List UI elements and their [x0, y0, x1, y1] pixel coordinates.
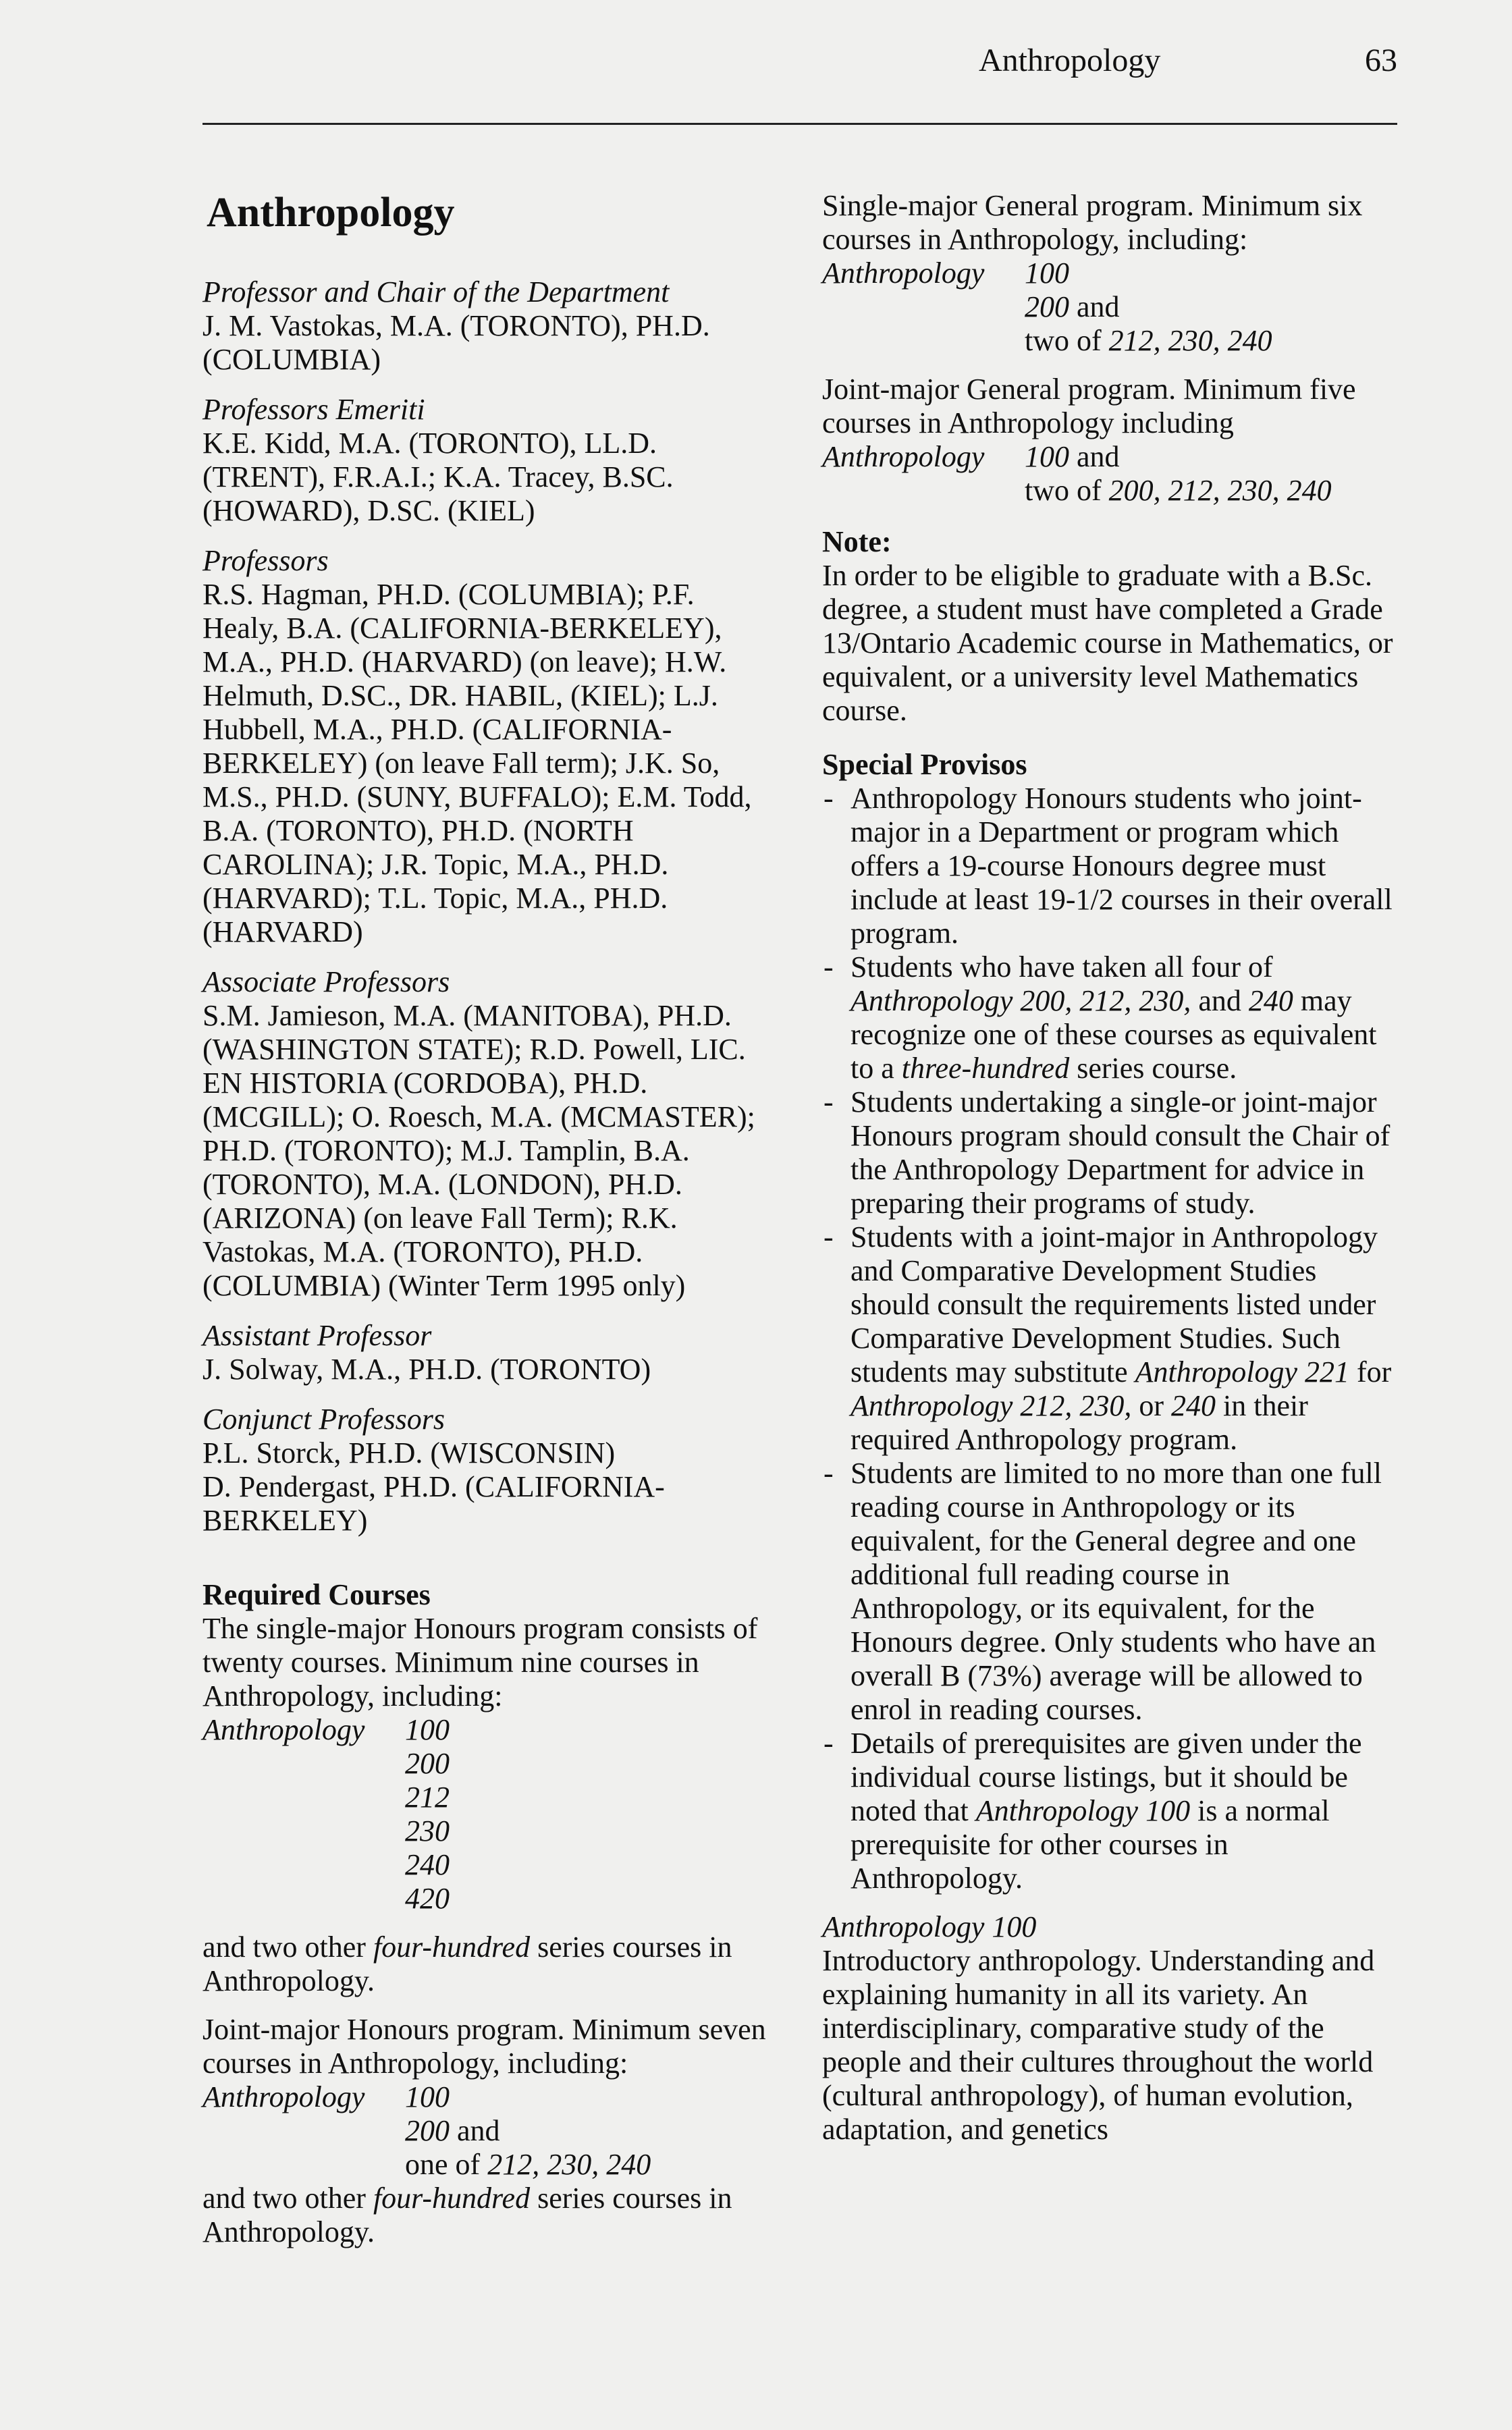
course-list-lead: Anthropology	[822, 256, 985, 290]
running-header-section: Anthropology	[979, 43, 1161, 78]
text-fragment: three-hundred	[901, 1052, 1070, 1085]
faculty-role: Professors Emeriti	[202, 393, 425, 426]
faculty-names: P.L. Storck, PH.D. (WISCONSIN)	[202, 1436, 616, 1469]
text-fragment: Anthropology 100	[975, 1794, 1191, 1827]
running-header	[979, 42, 1397, 89]
faculty-emeriti	[202, 393, 776, 528]
text-fragment: four-hundred	[373, 2182, 531, 2215]
honours-joint-intro: Joint-major Honours program. Minimum seven courses in Anthropology, including:	[202, 2013, 766, 2080]
faculty-names: K.E. Kidd, M.A. (TORONTO), LL.D. (TRENT), F.R.A.I.; K.A. Tracey, B.SC. (HOWARD), D.SC. (KIEL)	[202, 427, 674, 527]
faculty-role: Assistant Professor	[202, 1319, 432, 1352]
course-title: Anthropology 100	[822, 1910, 1037, 1943]
general-joint-course-list	[822, 440, 1396, 508]
text-fragment: Details of prerequisites are given under the individual course listings, but it should be noted that	[850, 1727, 1362, 1827]
faculty-names: J. Solway, M.A., PH.D. (TORONTO)	[202, 1353, 651, 1386]
faculty-conjunct	[202, 1403, 776, 1538]
text-fragment: Students with a joint-major in Anthropology and Comparative Development Studies should consult the requirements listed under Comparative Development Studies. Such students may substitute	[850, 1220, 1378, 1388]
course-number: 420	[405, 1882, 450, 1915]
course-list-lead: Anthropology	[822, 440, 985, 473]
faculty-associate	[202, 965, 776, 1303]
course-number: 240	[405, 1848, 450, 1881]
course-list-line	[822, 290, 1396, 324]
text-fragment: Students who have taken all four of	[850, 950, 1273, 983]
faculty-chair	[202, 275, 776, 377]
text-fragment: Anthropology 212, 230,	[850, 1389, 1132, 1422]
text-fragment: series courses in Anthropology.	[202, 1931, 732, 1997]
text-fragment: for	[1349, 1355, 1392, 1388]
text-fragment: is a normal prerequisite for other courses in Anthropology.	[850, 1794, 1330, 1895]
text-fragment: Anthropology 200, 212, 230,	[850, 984, 1191, 1017]
course-number: 212, 230, 240	[487, 2148, 651, 2181]
course-list-lead: Anthropology	[202, 1713, 365, 1746]
text-fragment: two of	[1025, 474, 1109, 507]
text-fragment: and	[1191, 984, 1249, 1017]
text-fragment: in their required Anthropology program.	[850, 1389, 1308, 1456]
honours-single-intro: The single-major Honours program consists of twenty courses. Minimum nine courses in Anthropology, including:	[202, 1612, 758, 1712]
left-column	[202, 189, 776, 2264]
faculty-names: J. M. Vastokas, M.A. (TORONTO), PH.D. (COLUMBIA)	[202, 309, 710, 376]
course-list-line	[202, 2114, 776, 2148]
text-fragment: and two other	[202, 1931, 373, 1964]
course-list-line	[822, 324, 1396, 358]
header-rule	[202, 123, 1397, 125]
course-description: Introductory anthropology. Understanding and explaining humanity in all its variety. An interdisciplinary, comparative study of the people and their cultures throughout the world (cultural anthropology), of human evolution, adaptation, and genetics	[822, 1944, 1375, 2146]
text-fragment: four-hundred	[373, 1931, 531, 1964]
course-list-lead: Anthropology	[202, 2080, 365, 2113]
note-heading: Note:	[822, 525, 892, 558]
right-column	[822, 189, 1396, 2161]
course-number: 212	[405, 1781, 450, 1814]
text-fragment: or	[1131, 1389, 1172, 1422]
list-item	[822, 950, 1396, 1085]
text-fragment: and two other	[202, 2182, 373, 2215]
faculty-role: Professors	[202, 544, 329, 577]
faculty-names: R.S. Hagman, PH.D. (COLUMBIA); P.F. Healy, B.A. (CALIFORNIA-BERKELEY), M.A., PH.D. (HARVARD) (on leave); H.W. Helmuth, D.SC., DR. HABIL, (KIEL); L.J. Hubbell, M.A., PH.D. (CALIFORNIA-BERKELEY) (on leave Fall term); J.K. So, M.S., PH.D. (SUNY, BUFFALO); E.M. Todd, B.A. (TORONTO), PH.D. (NORTH CAROLINA); J.R. Topic, M.A., PH.D. (HARVARD); T.L. Topic, M.A., PH.D. (HARVARD)	[202, 578, 752, 948]
course-number: 100	[1025, 256, 1069, 290]
course-list-line	[822, 474, 1396, 508]
course-list-line	[202, 2148, 776, 2182]
general-single-intro: Single-major General program. Minimum six courses in Anthropology, including:	[822, 189, 1363, 256]
list-item: - Students undertaking a single-or joint-major Honours program should consult the Chair of the Anthropology Department for advice in preparing their programs of study.	[822, 1085, 1396, 1220]
course-number: 200	[405, 2114, 450, 2147]
faculty-names: S.M. Jamieson, M.A. (MANITOBA), PH.D. (WASHINGTON STATE); R.D. Powell, LIC. EN HISTORIA (CORDOBA), PH.D. (MCGILL); O. Roesch, M.A. (MCMASTER); PH.D. (TORONTO); M.J. Tamplin, B.A. (TORONTO), M.A. (LONDON), PH.D. (ARIZONA) (on leave Fall Term); R.K. Vastokas, M.A. (TORONTO), PH.D. (COLUMBIA) (Winter Term 1995 only)	[202, 999, 755, 1302]
honours-single-course-list	[202, 1713, 776, 1916]
course-number: 212, 230, 240	[1108, 324, 1272, 357]
general-joint-intro: Joint-major General program. Minimum five courses in Anthropology including	[822, 373, 1356, 439]
text-fragment: may recognize one of these courses as equivalent to a	[850, 984, 1377, 1085]
course-number: 200, 212, 230, 240	[1108, 474, 1332, 507]
text-fragment: one of	[405, 2148, 488, 2181]
text-fragment: and	[1069, 440, 1120, 473]
list-item	[822, 1727, 1396, 1895]
page-number: 63	[1365, 43, 1397, 78]
course-number: 200	[405, 1747, 450, 1780]
list-item: - Students are limited to no more than one full reading course in Anthropology or its equivalent, for the General degree and one additional full reading course in Anthropology, or its equivalent, for the Honours degree. Only students who have an overall B (73%) average will be allowed to enrol in reading courses.	[822, 1457, 1396, 1727]
honours-single-outro	[202, 1931, 776, 1998]
text-fragment: 240	[1248, 984, 1293, 1017]
text-fragment: Anthropology 221	[1135, 1355, 1350, 1388]
required-courses-heading: Required Courses	[202, 1578, 431, 1611]
text-fragment: two of	[1025, 324, 1109, 357]
course-number: 230	[405, 1814, 450, 1847]
faculty-role: Associate Professors	[202, 965, 450, 998]
course-number: 200	[1025, 290, 1069, 323]
faculty-professors	[202, 544, 776, 949]
honours-joint-course-list	[202, 2080, 776, 2182]
text-fragment: series course.	[1069, 1052, 1237, 1085]
text-fragment: and	[1069, 290, 1120, 323]
text-fragment: 240	[1171, 1389, 1216, 1422]
note-text: In order to be eligible to graduate with a B.Sc. degree, a student must have completed a Grade 13/Ontario Academic course in Mathematics, or equivalent, or a university level Mathematics course.	[822, 559, 1393, 727]
course-number: 100	[1025, 440, 1069, 473]
section-title: Anthropology	[207, 190, 455, 236]
course-number: 100	[405, 1713, 450, 1746]
provisos-list	[822, 782, 1396, 1895]
text-fragment: series courses in Anthropology.	[202, 2182, 732, 2248]
course-number: 100	[405, 2080, 450, 2113]
provisos-heading: Special Provisos	[822, 748, 1027, 781]
list-item: - Anthropology Honours students who joint-major in a Department or program which offers a 19-course Honours degree must include at least 19-1/2 courses in their overall program.	[822, 782, 1396, 950]
faculty-assistant	[202, 1319, 776, 1386]
list-item	[822, 1220, 1396, 1457]
faculty-role: Conjunct Professors	[202, 1403, 445, 1436]
honours-joint-outro	[202, 2182, 776, 2249]
faculty-role: Professor and Chair of the Department	[202, 275, 670, 308]
general-single-course-list	[822, 256, 1396, 358]
faculty-names: D. Pendergast, PH.D. (CALIFORNIA-BERKELEY)	[202, 1470, 665, 1537]
text-fragment: and	[450, 2114, 500, 2147]
